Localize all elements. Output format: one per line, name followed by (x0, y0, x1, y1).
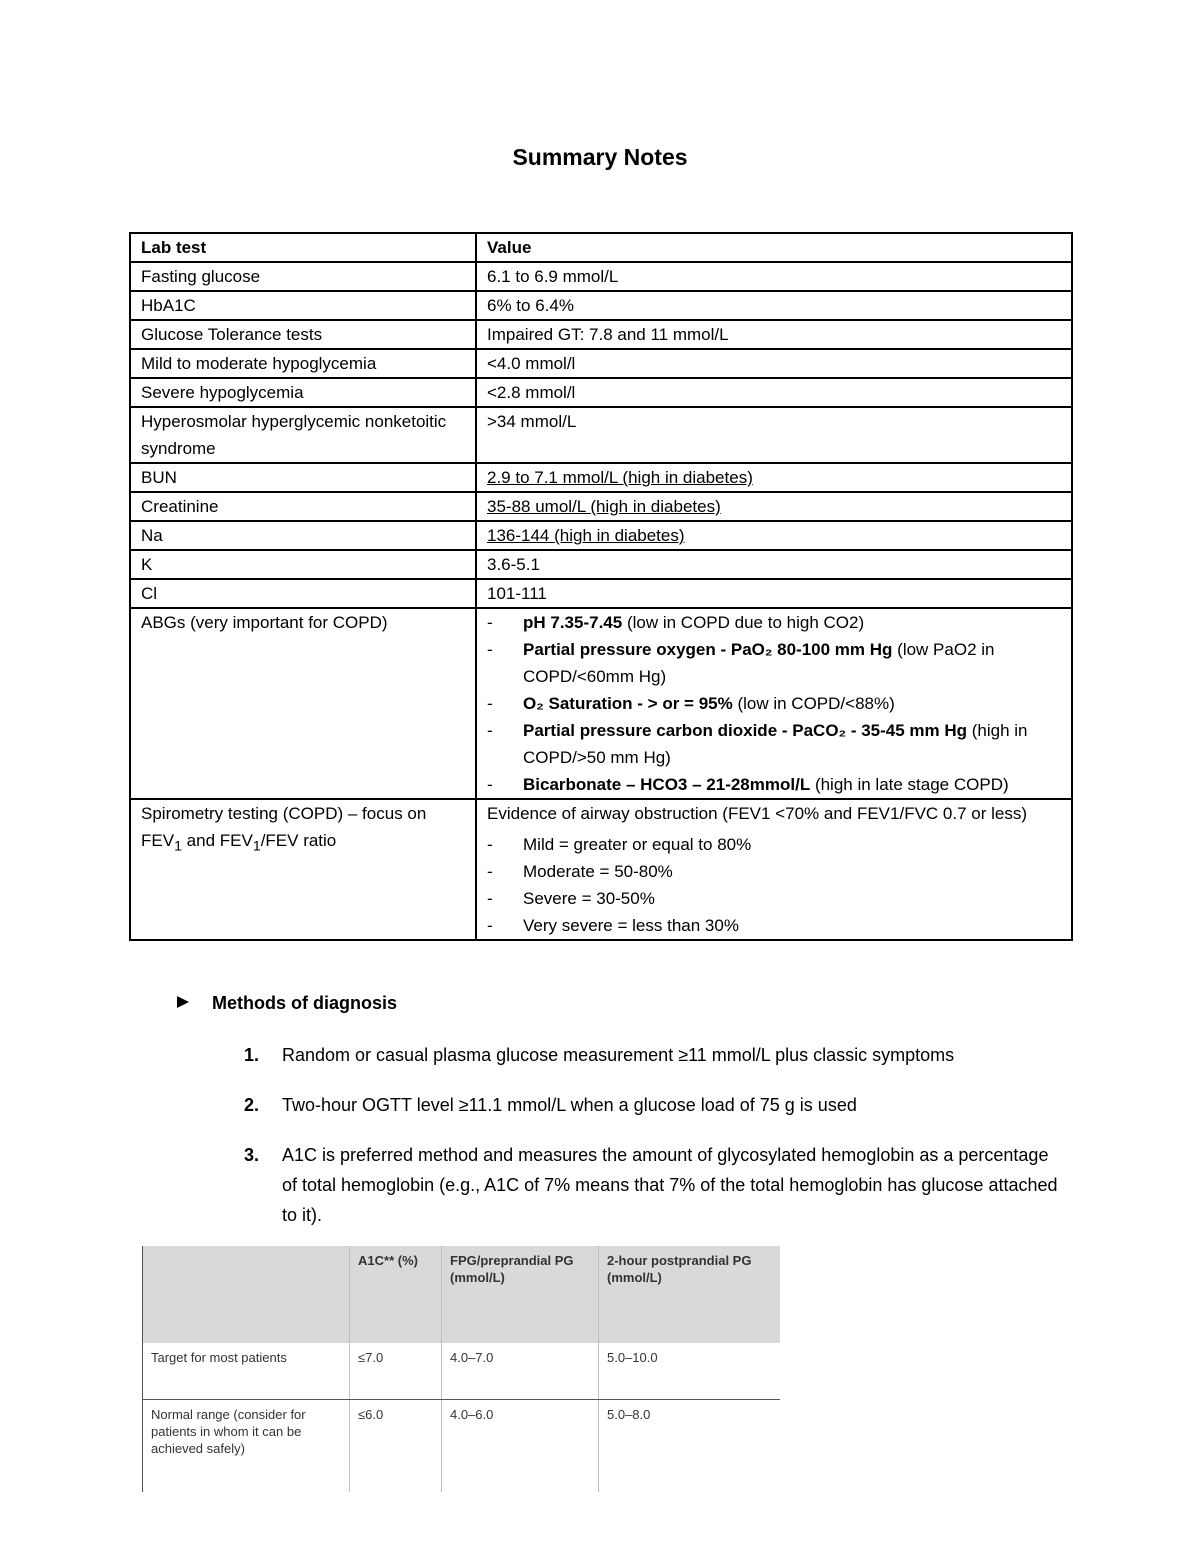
table-cell: ≤7.0 (350, 1343, 442, 1400)
value-cell (476, 799, 1072, 940)
header-cell: FPG/preprandial PG (mmol/L) (442, 1246, 599, 1343)
lab-test-cell: K (130, 550, 476, 579)
step-number: 3. (244, 1145, 260, 1165)
a1c-targets-table (142, 1246, 780, 1492)
header-cell: A1C** (%) (350, 1246, 442, 1343)
list-item: - Moderate = 50-80% (487, 858, 1061, 885)
abg-note: (high in late stage COPD) (810, 775, 1009, 794)
lab-test-cell: Cl (130, 579, 476, 608)
value-cell: 3.6-5.1 (476, 550, 1072, 579)
list-item (487, 717, 1061, 771)
step-text: Random or casual plasma glucose measurement ≥11 mmol/L plus classic symptoms (282, 1045, 955, 1065)
spirometry-label: Spirometry testing (COPD) – focus on FEV (141, 804, 427, 850)
list-item (244, 1040, 1064, 1070)
step-text: Two-hour OGTT level ≥11.1 mmol/L when a glucose load of 75 g is used (282, 1095, 857, 1115)
header-value: Value (476, 233, 1072, 262)
header-cell: 2-hour postprandial PG (mmol/L) (599, 1246, 781, 1343)
spirometry-label: and FEV (181, 831, 253, 850)
table-row (130, 579, 1072, 608)
table-row (130, 349, 1072, 378)
abgs-list (487, 609, 1061, 798)
list-item: - Severe = 30-50% (487, 885, 1061, 912)
methods-heading-text: Methods of diagnosis (212, 993, 398, 1013)
abg-note: (low in COPD/<88%) (732, 694, 895, 713)
table-header-row (143, 1246, 781, 1343)
table-row (130, 262, 1072, 291)
lab-test-cell: Na (130, 521, 476, 550)
list-item (487, 771, 1061, 798)
table-cell: 4.0–7.0 (442, 1343, 599, 1400)
lab-test-cell: Severe hypoglycemia (130, 378, 476, 407)
lab-test-cell: BUN (130, 463, 476, 492)
table-cell: Normal range (consider for patients in whom it can be achieved safely) (143, 1400, 350, 1493)
table-cell: 5.0–10.0 (599, 1343, 781, 1400)
lab-test-cell: Glucose Tolerance tests (130, 320, 476, 349)
abg-name: Bicarbonate – HCO3 – 21-28mmol/L (523, 775, 811, 794)
lab-test-cell: HbA1C (130, 291, 476, 320)
value-cell: 101-111 (476, 579, 1072, 608)
triangle-bullet-icon (176, 993, 212, 1014)
table-row-abgs (130, 608, 1072, 799)
abg-note: (low PaO2 in COPD/<60mm Hg) (523, 640, 995, 686)
spirometry-label: /FEV ratio (260, 831, 337, 850)
list-item (487, 609, 1061, 636)
lab-test-cell: Mild to moderate hypoglycemia (130, 349, 476, 378)
table-row (130, 320, 1072, 349)
table-row (130, 550, 1072, 579)
value-cell: <2.8 mmol/l (476, 378, 1072, 407)
lab-test-cell: Creatinine (130, 492, 476, 521)
list-item: - Very severe = less than 30% (487, 912, 1061, 939)
methods-heading (176, 993, 397, 1014)
spirometry-list (487, 831, 1061, 939)
value-cell: Impaired GT: 7.8 and 11 mmol/L (476, 320, 1072, 349)
header-cell (143, 1246, 350, 1343)
table-row (130, 463, 1072, 492)
table-cell: Target for most patients (143, 1343, 350, 1400)
spirometry-intro: Evidence of airway obstruction (FEV1 <70% and FEV1/FVC 0.7 or less) (487, 804, 1027, 823)
list-item (244, 1090, 1064, 1120)
table-row (130, 492, 1072, 521)
table-row (130, 291, 1072, 320)
lab-test-cell: ABGs (very important for COPD) (130, 608, 476, 799)
lab-test-cell: Fasting glucose (130, 262, 476, 291)
lab-values-table (129, 232, 1073, 941)
list-item: - Mild = greater or equal to 80% (487, 831, 1061, 858)
table-row-spirometry (130, 799, 1072, 940)
lab-test-cell (130, 799, 476, 940)
table-row (130, 378, 1072, 407)
value-cell: 35-88 umol/L (high in diabetes) (476, 492, 1072, 521)
table-header-row (130, 233, 1072, 262)
abg-name: Partial pressure carbon dioxide - PaCO₂ - 35-45 mm Hg (523, 721, 968, 740)
abg-note: (high in COPD/>50 mm Hg) (523, 721, 1028, 767)
value-cell: >34 mmol/L (476, 407, 1072, 463)
table-row (130, 407, 1072, 463)
header-lab-test: Lab test (130, 233, 476, 262)
table-cell: 5.0–8.0 (599, 1400, 781, 1493)
abg-name: pH 7.35-7.45 (523, 613, 623, 632)
value-cell (476, 608, 1072, 799)
step-number: 1. (244, 1045, 260, 1065)
page-title: Summary Notes (512, 144, 688, 170)
value-cell: <4.0 mmol/l (476, 349, 1072, 378)
table-row (143, 1400, 781, 1493)
list-item (487, 636, 1061, 690)
value-cell: 6% to 6.4% (476, 291, 1072, 320)
list-item (487, 690, 1061, 717)
abg-note: (low in COPD due to high CO2) (622, 613, 865, 632)
diagnosis-steps-list (244, 1040, 1064, 1250)
subscript: 1 (174, 838, 182, 855)
step-text: A1C is preferred method and measures the amount of glycosylated hemoglobin as a percentage of total hemoglobin (e.g., A1C of 7% means that 7% of the total hemoglobin has glucose attached to it). (282, 1145, 1058, 1225)
abg-name: O₂ Saturation - > or = 95% (523, 694, 733, 713)
table-cell: 4.0–6.0 (442, 1400, 599, 1493)
step-number: 2. (244, 1095, 260, 1115)
value-cell: 136-144 (high in diabetes) (476, 521, 1072, 550)
list-item (244, 1140, 1064, 1230)
subscript: 1 (252, 838, 261, 855)
value-cell: 2.9 to 7.1 mmol/L (high in diabetes) (476, 463, 1072, 492)
value-cell: 6.1 to 6.9 mmol/L (476, 262, 1072, 291)
table-row (143, 1343, 781, 1400)
table-cell: ≤6.0 (350, 1400, 442, 1493)
lab-test-cell: Hyperosmolar hyperglycemic nonketoitic syndrome (130, 407, 476, 463)
abg-name: Partial pressure oxygen - PaO₂ 80-100 mm Hg (523, 640, 893, 659)
table-row (130, 521, 1072, 550)
